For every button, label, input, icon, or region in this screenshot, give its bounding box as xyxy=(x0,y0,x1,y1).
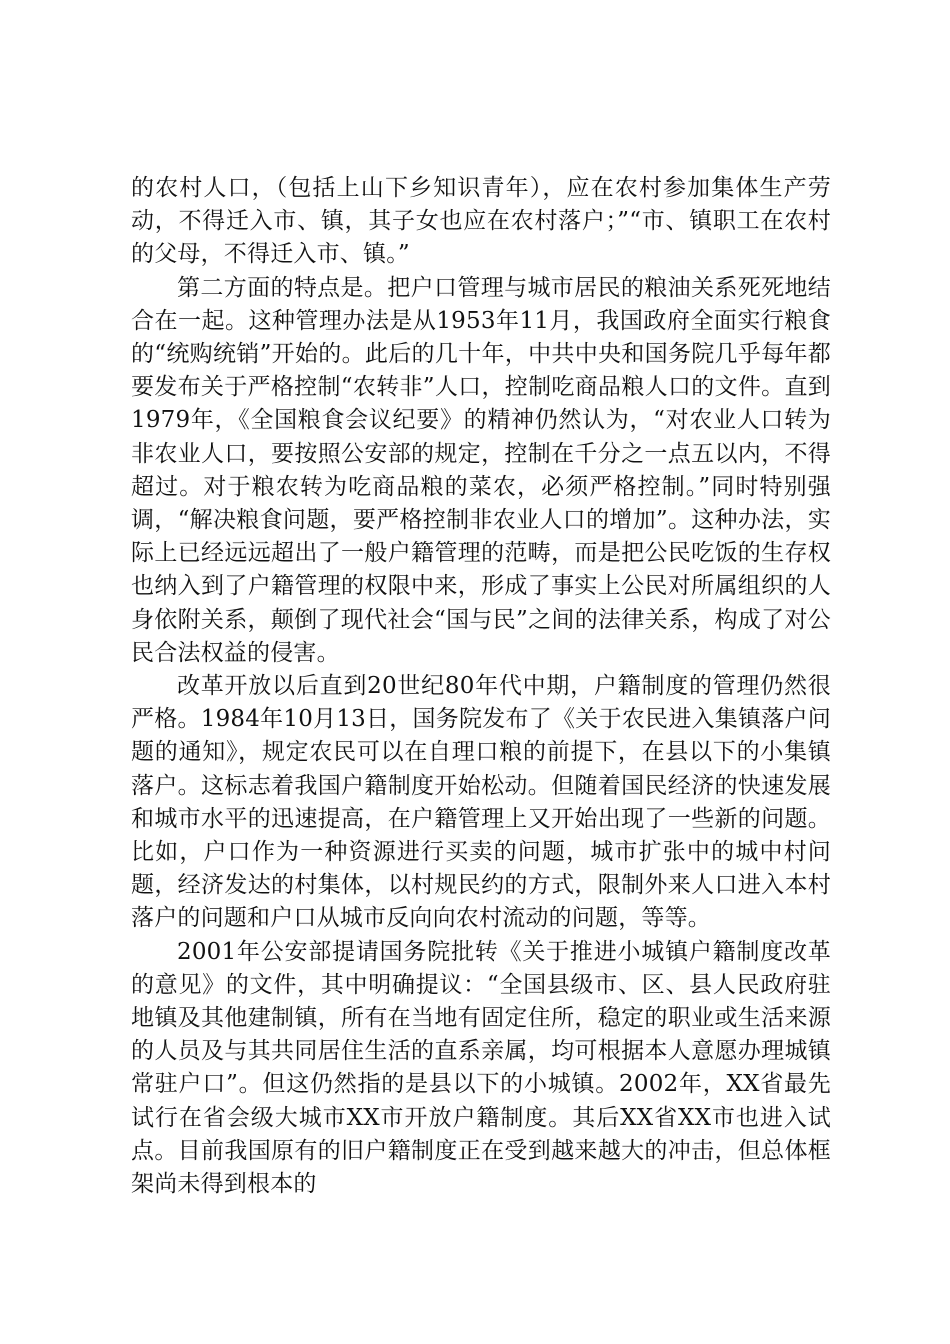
paragraph-continuation: 的农村人口，（包括上山下乡知识青年），应在农村参加集体生产劳动，不得迁入市、镇，其子女也应在农村落户；”“市、镇职工在农村的父母，不得迁入市、镇。” xyxy=(131,175,831,268)
paragraph-grain-oil-relation: 第二方面的特点是。把户口管理与城市居民的粮油关系死死地结合在一起。这种管理办法是从1953年11月，我国政府全面实行粮食的“统购统销”开始的。此后的几十年，中共中央和国务院几乎每年都要发布关于严格控制“农转非”人口，控制吃商品粮人口的文件。直到1979年，《全国粮食会议纪要》的精神仍然认为，“对农业人口转为非农业人口，要按照公安部的规定，控制在千分之一点五以内，不得超过。对于粮农转为吃商品粮的菜农，必须严格控制。”同时特别强调，“解决粮食问题，要严格控制非农业人口的增加”。这种办法，实际上已经远远超出了一般户籍管理的范畴，而是把公民吃饭的生存权也纳入到了户籍管理的权限中来，形成了事实上公民对所属组织的人身依附关系，颠倒了现代社会“国与民”之间的法律关系，构成了对公民合法权益的侵害。 xyxy=(131,274,831,666)
paragraph-2001-reform: 2001年公安部提请国务院批转《关于推进小城镇户籍制度改革的意见》的文件，其中明确提议：“全国县级市、区、县人民政府驻地镇及其他建制镇，所有在当地有固定住所，稳定的职业或生活来源的人员及与其共同居住生活的直系亲属，均可根据本人意愿办理城镇常驻户口”。但这仍然指的是县以下的小城镇。2002年，XX省最先试行在省会级大城市XX市开放户籍制度。其后XX省XX市也进入试点。目前我国原有的旧户籍制度正在受到越来越大的冲击，但总体框架尚未得到根本的 xyxy=(131,938,831,1198)
document-body xyxy=(131,172,831,1201)
paragraph-reform-opening: 改革开放以后直到20世纪80年代中期，户籍制度的管理仍然很严格。1984年10月13日，国务院发布了《关于农民进入集镇落户问题的通知》，规定农民可以在自理口粮的前提下，在县以下的小集镇落户。这标志着我国户籍制度开始松动。但随着国民经济的快速发展和城市水平的迅速提高，在户籍管理上又开始出现了一些新的问题。比如，户口作为一种资源进行买卖的问题，城市扩张中的城中村问题，经济发达的村集体，以村规民约的方式，限制外来人口进入本村落户的问题和户口从城市反向向农村流动的问题，等等。 xyxy=(131,673,831,932)
